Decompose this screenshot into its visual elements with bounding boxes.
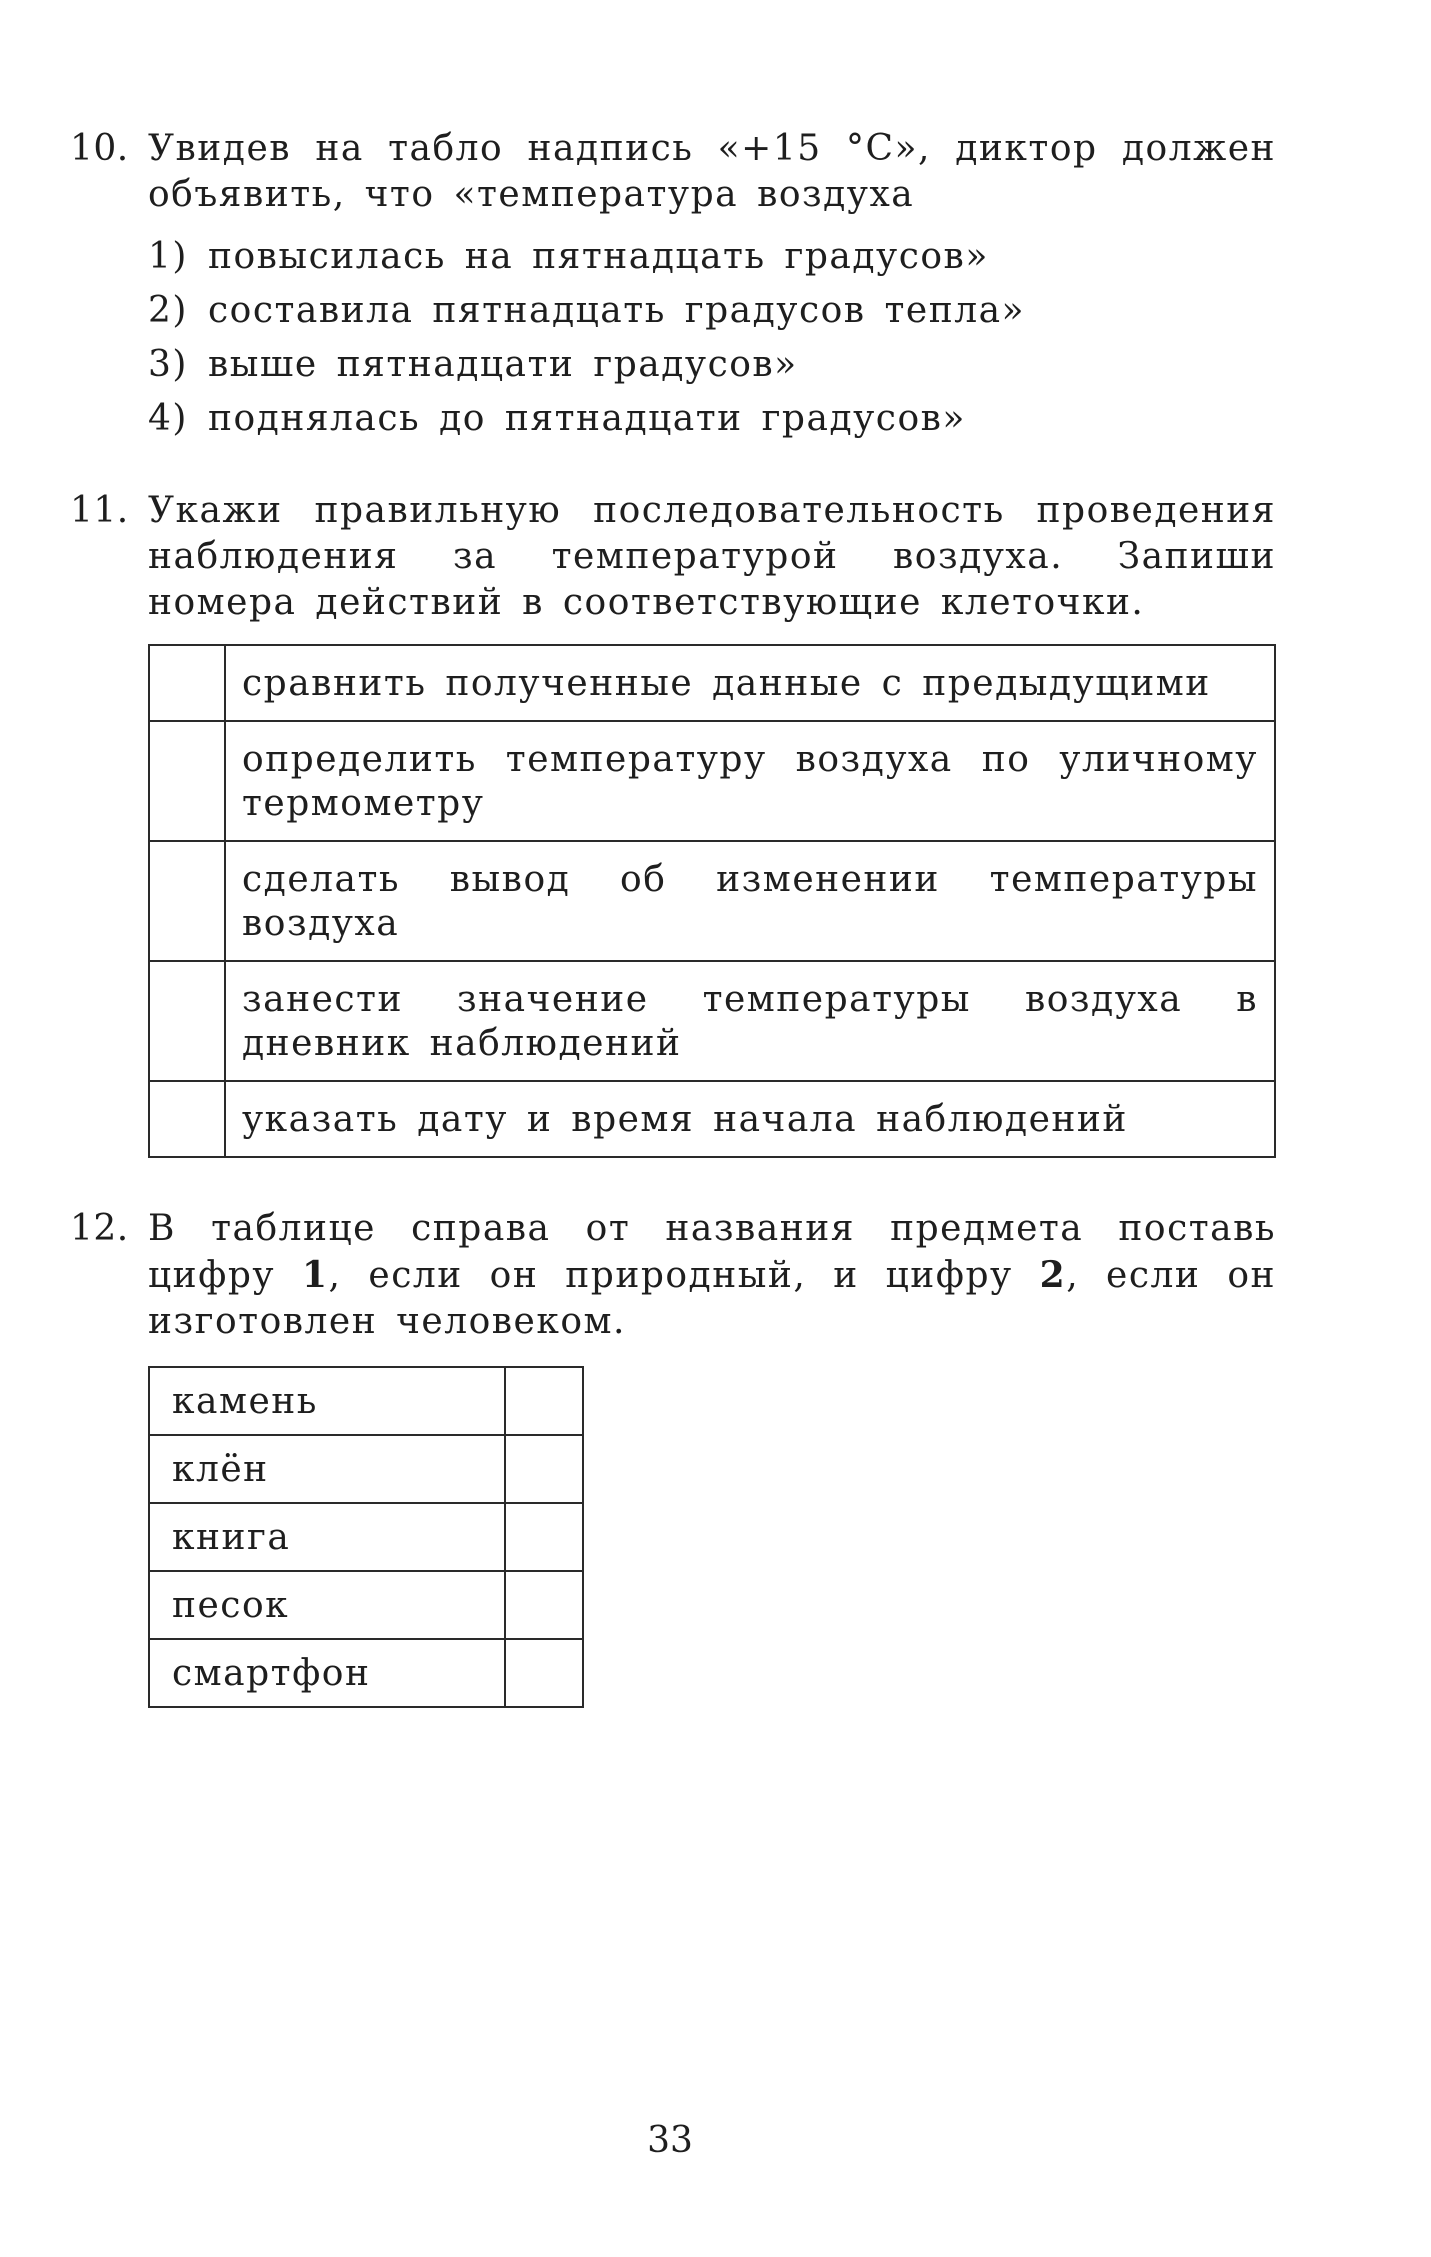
table-row xyxy=(149,1571,583,1639)
table-row xyxy=(149,1503,583,1571)
answer-cell[interactable] xyxy=(149,645,225,721)
step-text: сделать вывод об изменении температуры воздуха xyxy=(225,841,1275,961)
answer-cell[interactable] xyxy=(149,841,225,961)
page-number: 33 xyxy=(647,2120,693,2161)
answer-cell[interactable] xyxy=(505,1367,583,1435)
step-text: занести значение температуры воздуха в дневник наблюдений xyxy=(225,961,1275,1081)
answer-cell[interactable] xyxy=(149,961,225,1081)
option-number: 2) xyxy=(148,290,188,331)
item-name: камень xyxy=(149,1367,505,1435)
table-row xyxy=(149,1639,583,1707)
items-table xyxy=(148,1366,584,1708)
item-name: книга xyxy=(149,1503,505,1571)
task-number: 12. xyxy=(70,1208,129,1249)
digit-manmade: 2 xyxy=(1039,1254,1067,1296)
table-row xyxy=(149,1367,583,1435)
item-name: смартфон xyxy=(149,1639,505,1707)
question-text: , если он природный, и цифру xyxy=(328,1255,1040,1296)
sequence-table xyxy=(148,644,1276,1158)
task-question: Увидев на табло надпись «+15 °C», диктор должен объявить, что «температура воздуха xyxy=(148,128,1276,215)
table-row xyxy=(149,645,1275,721)
task-question xyxy=(148,1206,1276,1345)
answer-cell[interactable] xyxy=(149,721,225,841)
item-name: клён xyxy=(149,1435,505,1503)
answer-options xyxy=(148,230,1248,446)
answer-option xyxy=(148,392,1248,446)
answer-option xyxy=(148,284,1248,338)
task-question: Укажи правильную последовательность проведения наблюдения за температурой воздуха. Запиши номера действий в соответствующие клеточки. xyxy=(148,490,1276,623)
table-row xyxy=(149,1435,583,1503)
answer-option xyxy=(148,338,1248,392)
table-row xyxy=(149,721,1275,841)
task-number: 11. xyxy=(70,490,129,531)
option-number: 1) xyxy=(148,236,188,277)
option-text: поднялась до пятнадцати градусов» xyxy=(208,398,966,439)
answer-cell[interactable] xyxy=(149,1081,225,1157)
digit-natural: 1 xyxy=(301,1254,329,1296)
answer-cell[interactable] xyxy=(505,1639,583,1707)
answer-cell[interactable] xyxy=(505,1435,583,1503)
answer-cell[interactable] xyxy=(505,1571,583,1639)
option-text: повысилась на пятнадцать градусов» xyxy=(208,236,989,277)
step-text: сравнить полученные данные с предыдущими xyxy=(225,645,1275,721)
step-text: указать дату и время начала наблюдений xyxy=(225,1081,1275,1157)
item-name: песок xyxy=(149,1571,505,1639)
answer-cell[interactable] xyxy=(505,1503,583,1571)
answer-option xyxy=(148,230,1248,284)
table-row xyxy=(149,841,1275,961)
table-row xyxy=(149,1081,1275,1157)
question-text: В таблице справа от названия предмета поставь цифру xyxy=(148,1208,1276,1296)
option-text: составила пятнадцать градусов тепла» xyxy=(208,290,1026,331)
task-number: 10. xyxy=(70,128,129,169)
option-number: 4) xyxy=(148,398,188,439)
question-text: , если он изготовлен человеком. xyxy=(148,1255,1276,1342)
table-row xyxy=(149,961,1275,1081)
step-text: определить температуру воздуха по уличному термометру xyxy=(225,721,1275,841)
option-number: 3) xyxy=(148,344,188,385)
option-text: выше пятнадцати градусов» xyxy=(208,344,798,385)
